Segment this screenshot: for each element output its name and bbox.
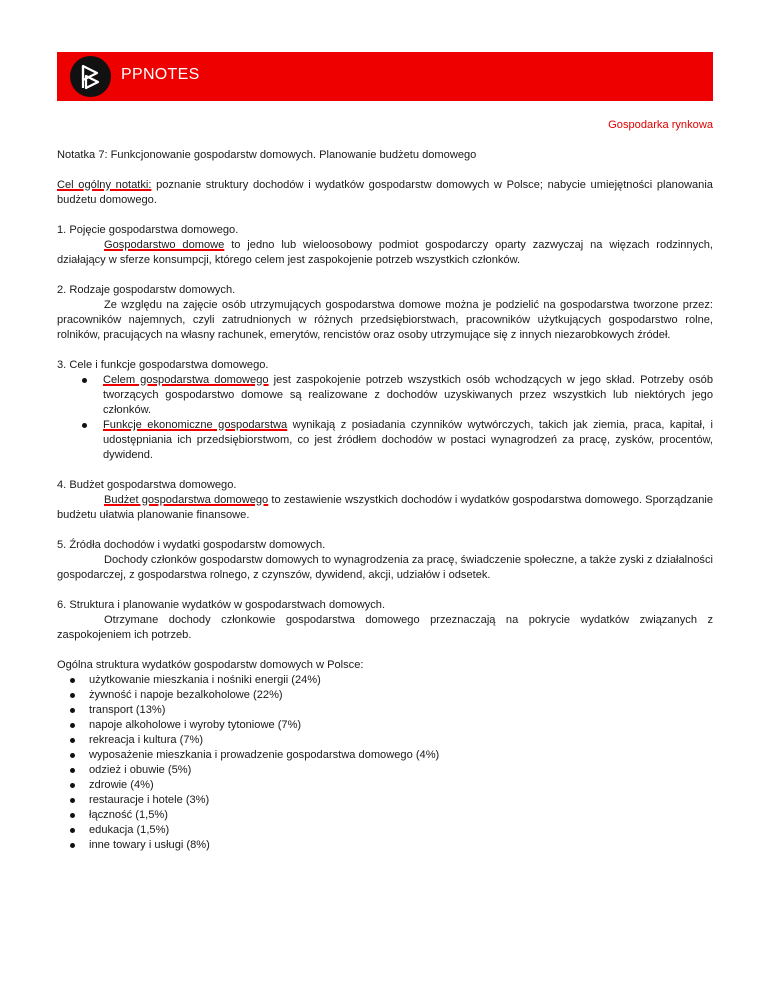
document-body <box>57 118 713 853</box>
expenses-heading: Ogólna struktura wydatków gospodarstw domowych w Polsce: <box>57 659 364 671</box>
goal-text: poznanie struktury dochodów i wydatków gospodarstw domowych w Polsce; nabycie umiejętności planowania budżetu domowego. <box>57 179 713 206</box>
section-2-text: Ze względu na zajęcie osób utrzymujących gospodarstwa domowe można je podzielić na gospodarstwa tworzone przez: pracowników najemnych, czyli zatrudnionych w różnych przedsiębiorstwach, pracowników użytkujących gospodarstwo rolne, rolników, pracujących na własny rachunek, emerytów, rencistów oraz osoby utrzymujące się z innych niezarobkowych źródeł. <box>57 299 713 341</box>
list-item: napoje alkoholowe i wyroby tytoniowe (7%) <box>89 718 713 733</box>
list-item <box>103 418 713 463</box>
section-4-body: to zestawienie wszystkich dochodów i wydatków gospodarstwa domowego. Sporządzanie budżetu ułatwia planowanie finansowe. <box>57 494 714 521</box>
list-item: inne towary i usługi (8%) <box>89 838 713 853</box>
term-cel: Celem gospodarstwa domowego <box>103 374 269 386</box>
goal-label: Cel ogólny notatki: <box>57 179 152 191</box>
list-item: zdrowie (4%) <box>89 778 713 793</box>
brand-name[interactable]: PPNOTES <box>121 66 200 83</box>
section-6-text: Otrzymane dochody członkowie gospodarstwa domowego przeznaczają na pokrycie wydatków związanych z zaspokojeniem ich potrzeb. <box>57 614 713 641</box>
list-item-text: jest zaspokojenie potrzeb wszystkich osób wchodzących w jego skład. Potrzeby osób tworzących gospodarstwo domowe są realizowane z dochodów uzyskiwanych przez wszystkich lub niektórych jego członków. <box>103 374 713 416</box>
logo-icon <box>70 56 111 97</box>
section-4 <box>57 478 713 523</box>
list-item: łączność (1,5%) <box>89 808 713 823</box>
section-1-text <box>57 238 713 268</box>
expenses-list <box>57 673 713 853</box>
list-item <box>103 373 713 418</box>
section-5-text: Dochody członków gospodarstw domowych to wynagrodzenia za pracę, świadczenie społeczne, a także zyski z działalności gospodarczej, z gospodarstwa rolnego, z czynszów, dywidend, akcji, udziałów i odsetek. <box>57 554 713 581</box>
term-gospodarstwo-domowe: Gospodarstwo domowe <box>104 239 225 251</box>
section-3 <box>57 358 713 463</box>
category-label: Gospodarka rynkowa <box>608 119 713 131</box>
note-title: Notatka 7: Funkcjonowanie gospodarstw domowych. Planowanie budżetu domowego <box>57 149 477 161</box>
list-item: żywność i napoje bezalkoholowe (22%) <box>89 688 713 703</box>
list-item: restauracje i hotele (3%) <box>89 793 713 808</box>
section-5 <box>57 538 713 583</box>
list-item: odzież i obuwie (5%) <box>89 763 713 778</box>
section-6 <box>57 598 713 643</box>
section-4-heading: 4. Budżet gospodarstwa domowego. <box>57 479 237 491</box>
list-item-text: wynikają z posiadania czynników wytwórczych, takich jak ziemia, praca, kapitał, i udostępniania ich przedsiębiorstwom, co jest źródłem dochodów w postaci wynagrodzeń za pracę, zysków, procentów, dywidend. <box>103 419 713 461</box>
header-banner <box>57 52 713 101</box>
section-3-list <box>57 373 713 463</box>
list-item: wyposażenie mieszkania i prowadzenie gospodarstwa domowego (4%) <box>89 748 713 763</box>
list-item: transport (13%) <box>89 703 713 718</box>
section-1 <box>57 223 713 268</box>
list-item: edukacja (1,5%) <box>89 823 713 838</box>
list-item: użytkowanie mieszkania i nośniki energii (24%) <box>89 673 713 688</box>
section-5-heading: 5. Źródła dochodów i wydatki gospodarstw domowych. <box>57 539 326 551</box>
section-3-heading: 3. Cele i funkcje gospodarstwa domowego. <box>57 359 269 371</box>
term-funkcje: Funkcje ekonomiczne gospodarstwa <box>103 419 288 431</box>
section-1-body: to jedno lub wieloosobowy podmiot gospodarczy oparty zazwyczaj na więzach rodzinnych, działający w sferze konsumpcji, którego celem jest zaspokojenie potrzeb wszystkich członków. <box>57 239 713 266</box>
section-6-heading: 6. Struktura i planowanie wydatków w gospodarstwach domowych. <box>57 599 386 611</box>
section-2-heading: 2. Rodzaje gospodarstw domowych. <box>57 284 236 296</box>
section-4-text <box>57 493 713 523</box>
ppnotes-logo <box>70 56 111 97</box>
section-2 <box>57 283 713 343</box>
section-1-heading: 1. Pojęcie gospodarstwa domowego. <box>57 224 239 236</box>
goal-paragraph <box>57 178 713 208</box>
expenses-section <box>57 658 713 853</box>
term-budzet: Budżet gospodarstwa domowego <box>104 494 269 506</box>
list-item: rekreacja i kultura (7%) <box>89 733 713 748</box>
